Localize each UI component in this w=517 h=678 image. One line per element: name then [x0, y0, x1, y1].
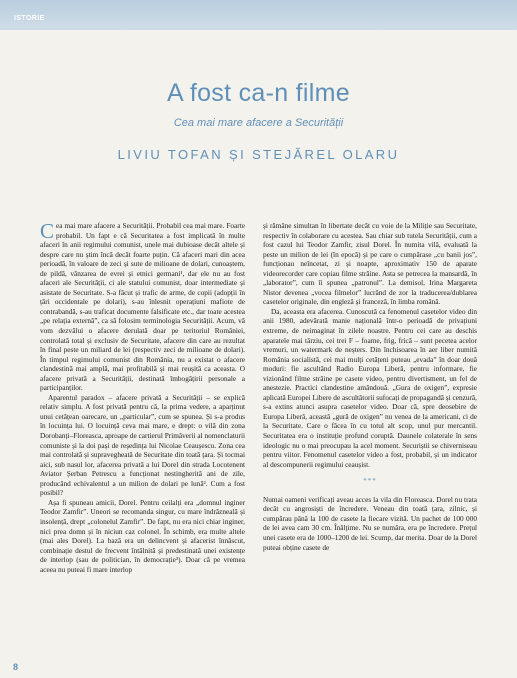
paragraph: și rămâne simultan în libertate decât cu voie de la Miliție sau Securitate, respectiv în colaborare cu acestea. Sau chiar sub tutela Securității, cum a fost cazul lui Teodor Zamfir, zisul Dorel. În numita vilă, evaluată la peste un milion de lei (în epocă) și pe care o cumpărase „cu banii jos”, funcționau neîncetat, zi și noapte, aproximativ 150 de aparate videorecorder care copiau filme străine. Asta se petrecea la mansardă, în „laborator”, cum îi spunea „patronul”. La demisol, Irina Margareta Nistor devenea „vocea filmelor” lucrând de zor la traducerea/dublarea casetelor originale, din engleză și franceză, în limba română.	[263, 221, 477, 307]
article-column-left	[40, 221, 245, 574]
article-subtitle: Cea mai mare afacere a Securității	[173, 117, 344, 129]
drop-cap: C	[40, 219, 55, 243]
paragraph: Aparentul paradox – afacere privată a Securității – se explică relativ simplu. A fost privată pentru că, la prima vedere, a aparținut unui cetățean oarecare, un „particular”, cum se spunea. Și s-a produs în locuința lui. O locuință ceva mai mare, e drept: o vilă din zona Dorobanți–Floreasca, aproape de cartierul Primăverii al nomenclaturii comuniste și la doi pași de reședința lui Nicolae Ceaușescu. Zona cea mai controlată și supravegheată de Securitate din toată țara. Și tocmai aici, sub nasul lor, afacerea privată a lui Dorel din strada Locotenent Aviator Șerban Petrescu a funcționat nestingherită ani de zile, producând echivalentul a un milion de dolari pe lună². Cum a fost posibil?	[40, 392, 245, 498]
paragraph: Numai oameni verificați aveau acces la vila din Floreasca. Dorel nu trata decât cu angrosiști de încredere. Veneau din toată țara, zilnic, și cumpărau până la 100 de casete la fiecare vizită. Un pachet de 100 000 de lei avea cam 30 cm. Înălțime. Nu se număra, era pe încredere. Prețul unei casete era de 1000–1200 de lei. Scump, dar merita. Doar de la Dorel puteai obține casete de	[263, 494, 477, 552]
paragraph: Da, aceasta era afacerea. Cunoscută ca fenomenul casetelor video din anii 1980, adevărată manie națională într-o perioadă de privațiuni extreme, de neimaginat în zilele noastre. Pentru cei care au deschis aparatele mai târziu, cei trei F – foame, frig, frică – sunt pecetea acelor vremuri, un watermark de neșters. Din închisoarea în aer liber numită România socialistă, cei mai mulți cetățeni puteau „evada” în doar două moduri: fie ascultând Radio Europa Liberă, pentru informare, fie vizionând filme străine pe casete video, pentru divertisment, un fel de anestezie. Practici clandestine amândouă. „Gura de oxigen”, expresie aplicată Europei Libere de ascultătorii sufocați de propagandă și cenzură, s-a extins atunci asupra casetelor video. Doar că, spre deosebire de Europa Liberă, această „gură de oxigen” nu venea de la americani, ci de la Securitate. Care o făcea în cu totul alt scop, unul pur mercantil. Securitatea era o instituție profund coruptă. Daunele colaterale în sens ideologic nu o mai preocupau la acel moment. Securiștii se chiverniseau pentru viitor. Fenomenul casetelor video a fost, probabil, și un indicator al descompunerii regimului ceaușist.	[263, 306, 477, 469]
page-number: 8	[13, 662, 19, 672]
paragraph: Cea mai mare afacere a Securității. Probabil cea mai mare. Foarte probabil. Un fapt e că Securitatea a fost implicată în multe afaceri în anii regimului comunist, unele mai dubioase decât altele și despre care nu știm încă decât foarte puțin. Că afaceri mari din acea perioadă, în valoare de zeci și sute de milioane de dolari, cunoaștem, de pildă, vânzarea de evrei și etnici germani¹, dar ele nu au fost afaceri ale Securității, ci ale statului comunist, doar intermediate și asistate de Securitate. S-a făcut și trafic de arme, de copii (adopții în țări occidentale pe dolari), s-au înlesnit operațiuni mafiote de contrabandă, s-au traficat documente falsificate etc., dar toate acestea „pe relația externă”, ca să folosim terminologia Securității. Acum, vă vom dezvălui o afacere derulată doar pe teritoriul României, controlată total și exclusiv de Securitate, afacere din care au rezultat în final peste un miliard de lei (respectiv zeci de milioane de dolari). În timpul regimului comunist din România, nu a existat o afacere clandestină mai amplă, mai profitabilă și mai reușită ca aceasta. O afacere privată a Securității, destinată îmbogățirii personale a participanților.	[40, 219, 245, 393]
article-title: A fost ca-n filme	[167, 79, 350, 107]
section-header-bar	[0, 0, 517, 30]
section-label: ISTORIE	[14, 15, 45, 22]
article-column-right	[263, 221, 477, 552]
paragraph: Așa fi spuneau amicii, Dorel. Pentru ceilalți era „domnul inginer Teodor Zamfir”. Uneori se recomanda singur, cu mare îndrăzneală și insolență, drept „colonelul Zamfir”. De fapt, nu era nici chiar inginer, nici prea domn și în niciun caz colonel. În schimb, era multe altele (mai ales Dorel). La bază era un delincvent și afacerist înnăscut, combinație destul de frecvent întâlnită și predestinată unei existențe de interlop (sau de politician, în democrație³). Doar că pe vremea aceea nu puteai fi mare interlop	[40, 497, 245, 574]
article-authors: LIVIU TOFAN ȘI STEJĂREL OLARU	[117, 147, 400, 162]
section-separator: ***	[363, 477, 377, 486]
